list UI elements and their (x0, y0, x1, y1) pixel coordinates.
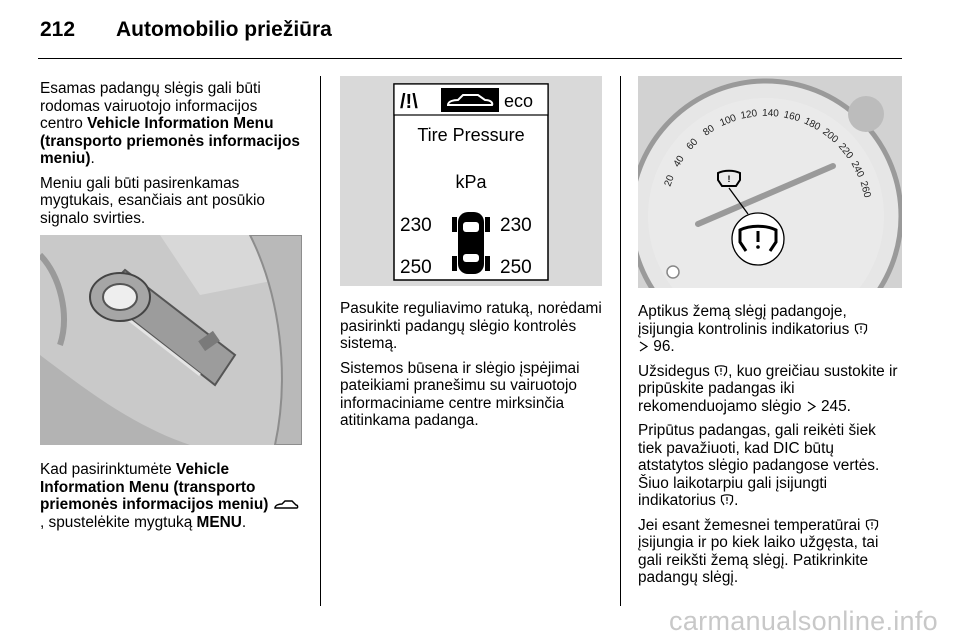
gauge-tick-label: 160 (782, 109, 802, 125)
column-divider-1 (320, 76, 321, 606)
text: Užsidegus (638, 362, 710, 380)
tire-pressure-warning-icon (865, 518, 879, 532)
column-divider-2 (620, 76, 621, 606)
text: Kad pasirinktumėte (40, 461, 177, 478)
column-1-bottom (40, 461, 302, 538)
gauge-tick-label: 140 (761, 107, 780, 120)
text: Aptikus žemą slėgį padangoje, įsijungia kontrolinis indikatorius (638, 303, 850, 338)
text: 96. (653, 338, 675, 355)
text: , kuo greičiau sustokite ir pripūskite padangas iki rekomenduojamo slėgio (638, 362, 898, 415)
tpms-indicator-large-icon (732, 213, 784, 265)
gauge-tick-label: 100 (718, 112, 738, 129)
gauge-tick-label: 40 (671, 153, 687, 170)
gauge-tick-label: 20 (662, 173, 677, 189)
warning-bar-icon: /!\ (400, 91, 418, 113)
paragraph-4: Pasukite reguliavimo ratuką, norėdami pasirinkti padangų slėgio kontrolės sistemą. (340, 300, 602, 352)
tire-pressure-display-figure (340, 76, 602, 286)
paragraph-3 (40, 461, 302, 531)
car-icon (273, 499, 299, 511)
text: . (241, 513, 247, 531)
gauge-tick-label: 220 (835, 141, 855, 162)
display-unit: kPa (455, 172, 487, 192)
text: , spustelėkite mygtuką (40, 513, 197, 531)
paragraph-8 (638, 422, 902, 510)
watermark: carmanualsonline.info (669, 606, 938, 636)
tire-pressure-warning-icon (714, 364, 728, 378)
eco-label: eco (504, 91, 534, 111)
page-reference-arrow-icon (638, 340, 649, 353)
paragraph-1 (40, 80, 302, 168)
paragraph-5: Sistemos būsena ir slėgio įspėjimai pateikiami pranešimu su vairuotojo informaciniame centre mirksinčia atitinkama padanga. (340, 359, 580, 429)
bold-text: Vehicle Information Menu (transporto priemonės informacijos meniu) (40, 461, 269, 513)
front-right-pressure: 230 (500, 215, 532, 236)
text: Esamas padangų slėgis gali būti rodomas vairuotojo informacijos centro (40, 80, 261, 132)
gauge-tick-label: 260 (857, 179, 873, 199)
display-title: Tire Pressure (417, 125, 525, 145)
column-2-text (340, 300, 602, 437)
front-left-pressure: 230 (400, 215, 432, 236)
header-rule (38, 58, 902, 59)
turn-signal-lever-figure (40, 235, 302, 445)
page-number: 212 (40, 18, 76, 41)
paragraph-7 (638, 363, 902, 416)
gauge-tick-label: 80 (701, 123, 717, 139)
gauge-tick-label: 120 (739, 108, 759, 122)
paragraph-9 (638, 517, 902, 587)
text: įsijungia ir po kiek laiko užgęsta, tai gali reikšti žemą slėgį. Patikrinkite padangų slėgį. (638, 534, 879, 586)
column-1-top (40, 80, 302, 234)
tire-pressure-warning-icon (854, 322, 868, 336)
gauge-tick-label: 200 (820, 126, 841, 146)
page-title: Automobilio priežiūra (116, 18, 332, 41)
text: . (90, 150, 95, 167)
svg-text:!: ! (727, 174, 731, 184)
page-header (40, 18, 332, 42)
paragraph-6 (638, 303, 902, 356)
column-3-text (638, 303, 902, 594)
paragraph-2: Meniu gali būti pasirenkamas mygtukais, esančiais ant posūkio signalo svirties. (40, 174, 265, 227)
text: Jei esant žemesnei temperatūrai (638, 516, 861, 534)
page-reference-arrow-icon (806, 400, 817, 413)
text: 245. (820, 397, 851, 415)
menu-label: MENU (196, 513, 242, 531)
bold-text: Vehicle Information Menu (transporto priemonės informacijos meniu) (40, 115, 300, 167)
rear-left-pressure: 250 (400, 257, 432, 278)
gauge-tick-label: 60 (684, 136, 701, 153)
rear-right-pressure: 250 (500, 257, 532, 278)
text: . (734, 492, 739, 509)
speedometer-figure (638, 76, 902, 288)
tire-pressure-warning-icon (720, 493, 734, 507)
gauge-tick-label: 240 (848, 159, 866, 180)
gauge-tick-label: 180 (802, 115, 822, 134)
text: Pripūtus padangas, gali reikėti šiek tiek pavažiuoti, kad DIC būtų atstatytos slėgio padangose vertės. Šiuo laikotarpiu gali įsijungti indikatorius (638, 422, 880, 509)
